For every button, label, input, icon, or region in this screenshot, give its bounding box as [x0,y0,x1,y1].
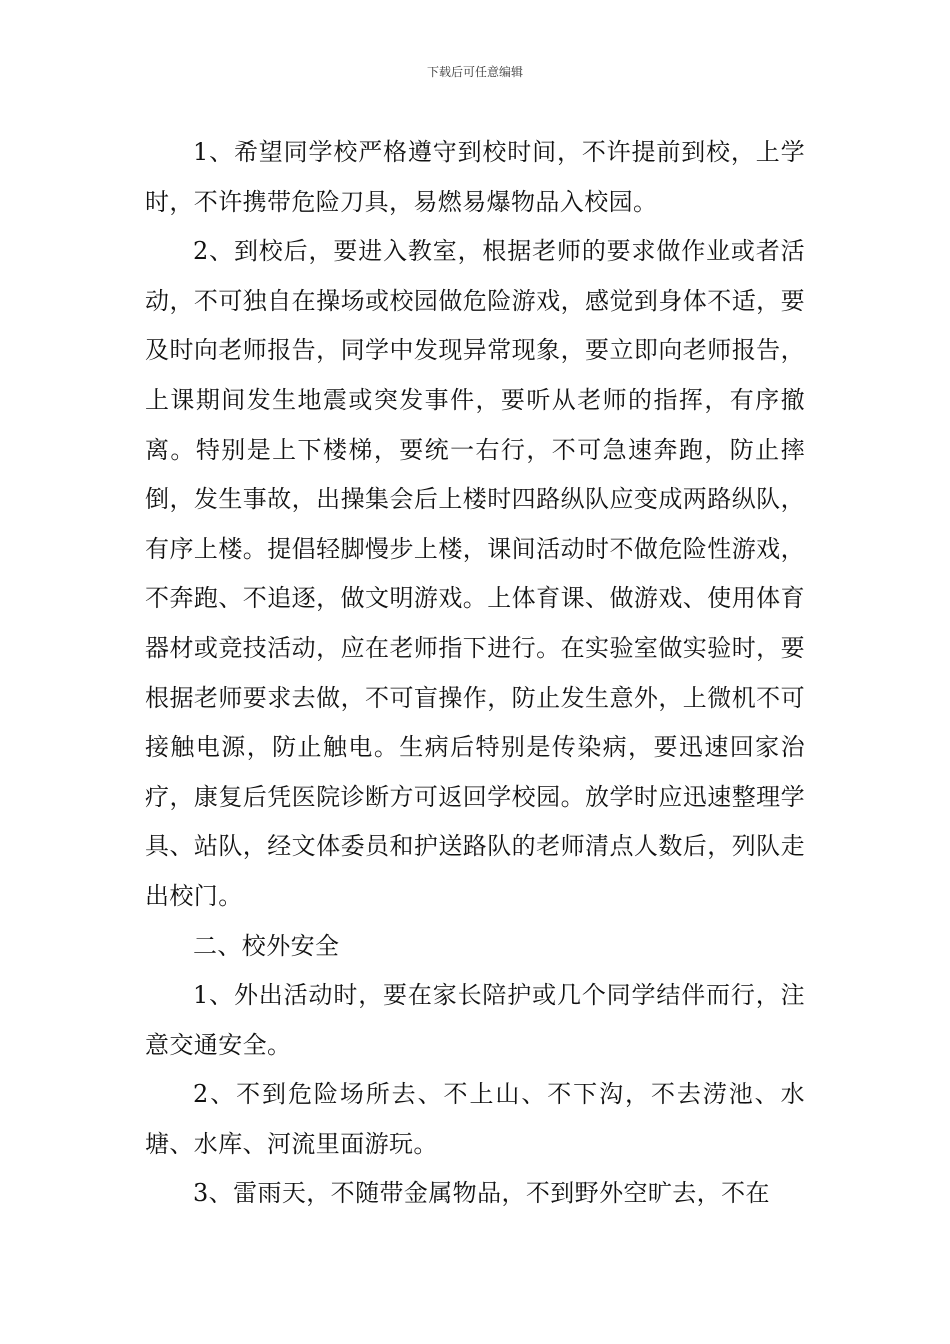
paragraph-on-campus-rules: 2、到校后，要进入教室，根据老师的要求做作业或者活动，不可独自在操场或校园做危险游戏，感觉到身体不适，要及时向老师报告，同学中发现异常现象，要立即向老师报告，上课期间发生地震或突发事件，要听从老师的指挥，有序撤离。特别是上下楼梯，要统一右行，不可急速奔跑，防止摔倒，发生事故，出操集会后上楼时四路纵队应变成两路纵队，有序上楼。提倡轻脚慢步上楼，课间活动时不做危险性游戏，不奔跑、不追逐，做文明游戏。上体育课、做游戏、使用体育器材或竞技活动，应在老师指下进行。在实验室做实验时，要根据老师要求去做，不可盲操作，防止发生意外，上微机不可接触电源，防止触电。生病后特别是传染病，要迅速回家治疗，康复后凭医院诊断方可返回学校园。放学时应迅速整理学具、站队，经文体委员和护送路队的老师清点人数后，列队走出校门。 [145,237,805,910]
paragraph-outing-rules: 1、外出活动时，要在家长陪护或几个同学结伴而行，注意交通安全。 [145,981,805,1059]
paragraph-dangerous-places: 2、不到危险场所去、不上山、不下沟，不去涝池、水塘、水库、河流里面游玩。 [145,1080,805,1158]
page-header-note: 下载后可任意编辑 [426,65,523,79]
section-heading-off-campus-safety: 二、校外安全 [193,931,340,960]
document-body [145,128,805,1219]
paragraph-thunderstorm-rules: 3、雷雨天，不随带金属物品，不到野外空旷去，不在 [193,1179,770,1208]
paragraph-arrival-rules: 1、希望同学校严格遵守到校时间，不许提前到校，上学时，不许携带危险刀具，易燃易爆物品入校园。 [145,138,805,216]
